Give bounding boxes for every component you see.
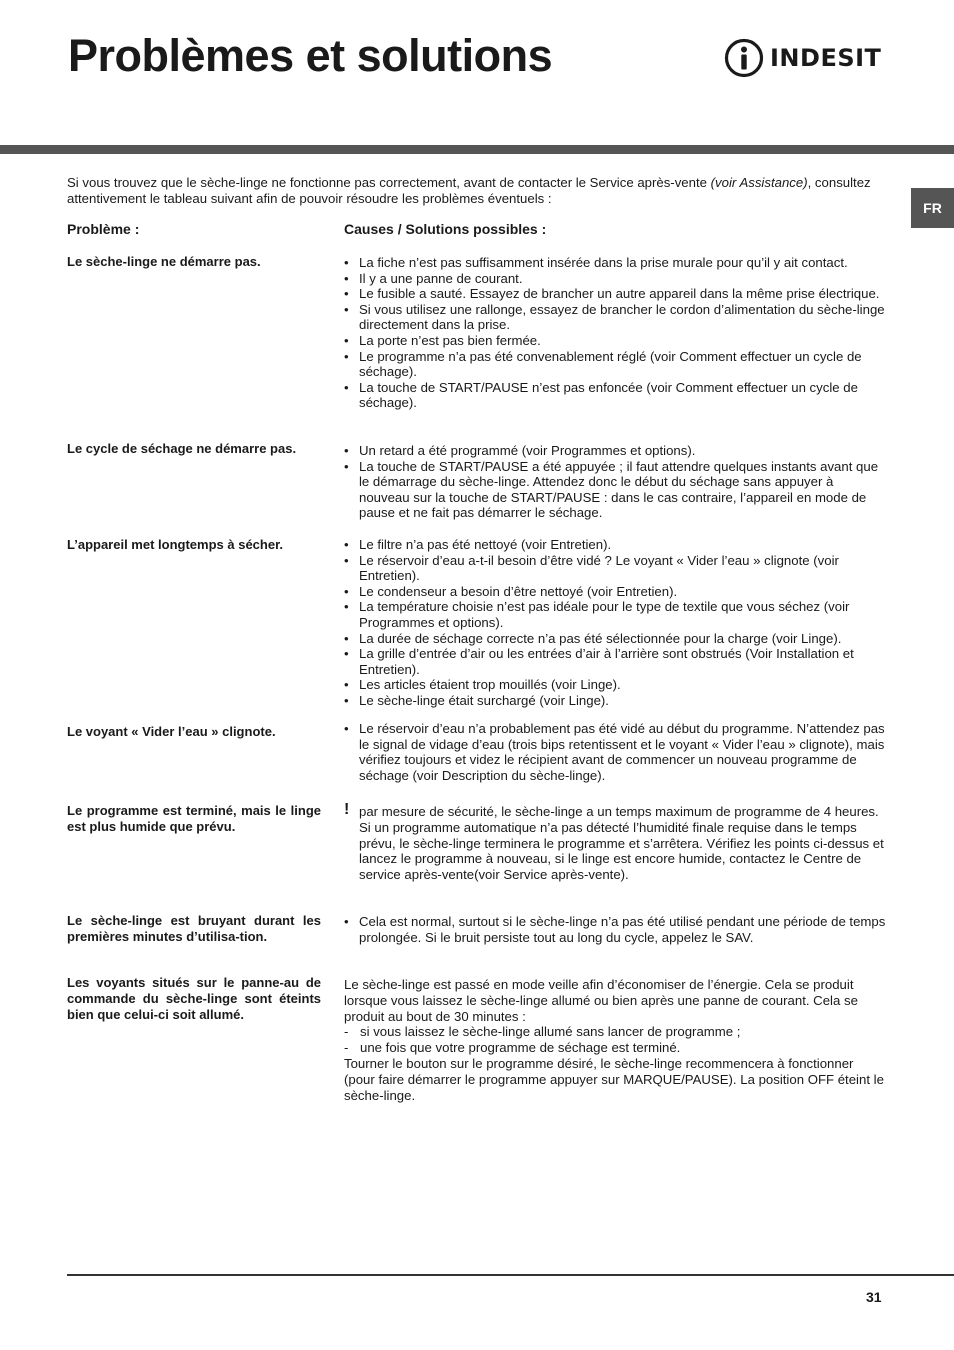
cause-item: • La touche de START/PAUSE n’est pas enfoncée (voir Comment effectuer un cycle de séchage).: [344, 380, 886, 411]
problem-label: Le sèche-linge ne démarre pas.: [67, 254, 261, 269]
cause-item: • Les articles étaient trop mouillés (voir Linge).: [344, 677, 886, 693]
cause-item: • Un retard a été programmé (voir Programmes et options).: [344, 443, 886, 459]
causes-row-1: [344, 255, 886, 411]
cause-item: • Le réservoir d’eau n’a probablement pas été vidé au début du programme. N’attendez pas le signal de vidage d’eau (trois bips retentissent et le voyant « Vider l’eau » clignote), mais vérifiez toujours et videz le récipient avant de commencer un nouveau programme de séchage (voir Description du sèche-linge).: [344, 721, 886, 783]
dash-item: - une fois que votre programme de séchage est terminé.: [344, 1040, 681, 1056]
cause-item: • Le fusible a sauté. Essayez de brancher un autre appareil dans la même prise électrique.: [344, 286, 886, 302]
problem-row-2: [67, 441, 321, 457]
causes-row-5: [344, 801, 886, 883]
page-number: 31: [866, 1289, 882, 1305]
intro-text: Si vous trouvez que le sèche-linge ne fonctionne pas correctement, avant de contacter le Service après-vente: [67, 175, 711, 190]
header-rule: [0, 145, 954, 154]
problem-column-header: Problème :: [67, 221, 140, 237]
cause-item: • La température choisie n’est pas idéale pour le type de textile que vous séchez (voir Programmes et options).: [344, 599, 886, 630]
causes-row-7: [344, 977, 886, 1103]
problem-row-3: [67, 537, 321, 553]
problem-row-5: [67, 803, 321, 835]
causes-row-4: [344, 721, 886, 783]
cause-item: • La grille d’entrée d’air ou les entrées d’air à l’arrière sont obstrués (Voir Installation et Entretien).: [344, 646, 886, 677]
intro-reference: (voir Assistance): [710, 175, 808, 190]
problem-label: Le cycle de séchage ne démarre pas.: [67, 441, 297, 456]
brand-name: INDESIT: [770, 44, 882, 72]
problem-label: L’appareil met longtemps à sécher.: [67, 537, 284, 552]
cause-item: • Si vous utilisez une rallonge, essayez de brancher le cordon d’alimentation du sèche-linge directement dans la prise.: [344, 302, 886, 333]
problem-row-6: [67, 913, 321, 945]
cause-item: • Il y a une panne de courant.: [344, 271, 886, 287]
intro-text-end: , consultez attentivement le tableau suivant afin de pouvoir résoudre les problèmes éventuels :: [67, 175, 871, 206]
cause-item: • La porte n’est pas bien fermée.: [344, 333, 886, 349]
cause-item: • La durée de séchage correcte n’a pas été sélectionnée pour la charge (voir Linge).: [344, 631, 886, 647]
cause-item: • Cela est normal, surtout si le sèche-linge n’a pas été utilisé pendant une période de temps prolongée. Si le bruit persiste tout au long du cycle, appelez le SAV.: [344, 914, 886, 945]
problem-row-1: [67, 254, 321, 270]
causes-row-2: [344, 443, 886, 521]
problem-label: Le sèche-linge est bruyant durant les premières minutes d’utilisa-tion.: [67, 913, 321, 944]
cause-item: • Le programme n’a pas été convenablement réglé (voir Comment effectuer un cycle de séchage).: [344, 349, 886, 380]
causes-column-header: Causes / Solutions possibles :: [344, 221, 547, 237]
indesit-i-icon: [724, 38, 764, 78]
warning-icon: !: [344, 801, 350, 818]
page-title: Problèmes et solutions: [68, 30, 553, 81]
cause-item: • Le condenseur a besoin d’être nettoyé (voir Entretien).: [344, 584, 886, 600]
dash-item: - si vous laissez le sèche-linge allumé sans lancer de programme ;: [344, 1024, 741, 1040]
safety-note-text: par mesure de sécurité, le sèche-linge a un temps maximum de programme de 4 heures. Si un programme automatique n’a pas détecté l’humidité finale requise dans le temps prévu, le sèche-linge terminera le programme et s’arrêtera. Vérifiez les points ci-dessus et lancez le programme à nouveau, si le linge est encore humide, contactez le Centre de service après-vente(voir Service après-vente).: [359, 804, 884, 883]
intro-paragraph: [67, 175, 882, 207]
language-tab: FR: [911, 188, 954, 228]
problem-row-7: [67, 975, 321, 1023]
causes-row-6: [344, 914, 886, 945]
problem-label: Le programme est terminé, mais le linge est plus humide que prévu.: [67, 803, 321, 834]
cause-item: • La fiche n’est pas suffisamment insérée dans la prise murale pour qu’il y ait contact.: [344, 255, 886, 271]
footer-rule: [67, 1274, 954, 1276]
brand-logo: [724, 38, 881, 78]
problem-label: Les voyants situés sur le panne-au de commande du sèche-linge sont éteints bien que celui-ci soit allumé.: [67, 975, 321, 1022]
cause-item: • La touche de START/PAUSE a été appuyée ; il faut attendre quelques instants avant que le démarrage du sèche-linge. Attendez donc le début du séchage sans appuyer à nouveau sur la touche de START/PAUSE : dans le cas contraire, l’appareil en mode de pause et ne fait pas démarrer le séchage.: [344, 459, 886, 521]
safety-note: [344, 801, 886, 883]
causes-row-3: [344, 537, 886, 709]
problem-label: Le voyant « Vider l’eau » clignote.: [67, 724, 276, 739]
cause-item: • Le filtre n’a pas été nettoyé (voir Entretien).: [344, 537, 886, 553]
standby-closing: Tourner le bouton sur le programme désiré, le sèche-linge recommencera à fonctionner (pour faire démarrer le programme appuyer sur MARQUE/PAUSE). La position OFF éteint le sèche-linge.: [344, 1055, 884, 1103]
cause-item: • Le réservoir d’eau a-t-il besoin d’être vidé ? Le voyant « Vider l’eau » clignote (voir Entretien).: [344, 553, 886, 584]
problem-row-4: [67, 724, 321, 740]
standby-explanation: Le sèche-linge est passé en mode veille afin d’économiser de l’énergie. Cela se produit lorsque vous laissez le sèche-linge allumé ou bien après une panne de courant. Cela se produit au bout de 30 minutes :: [344, 977, 858, 1024]
cause-item: • Le sèche-linge était surchargé (voir Linge).: [344, 693, 886, 709]
